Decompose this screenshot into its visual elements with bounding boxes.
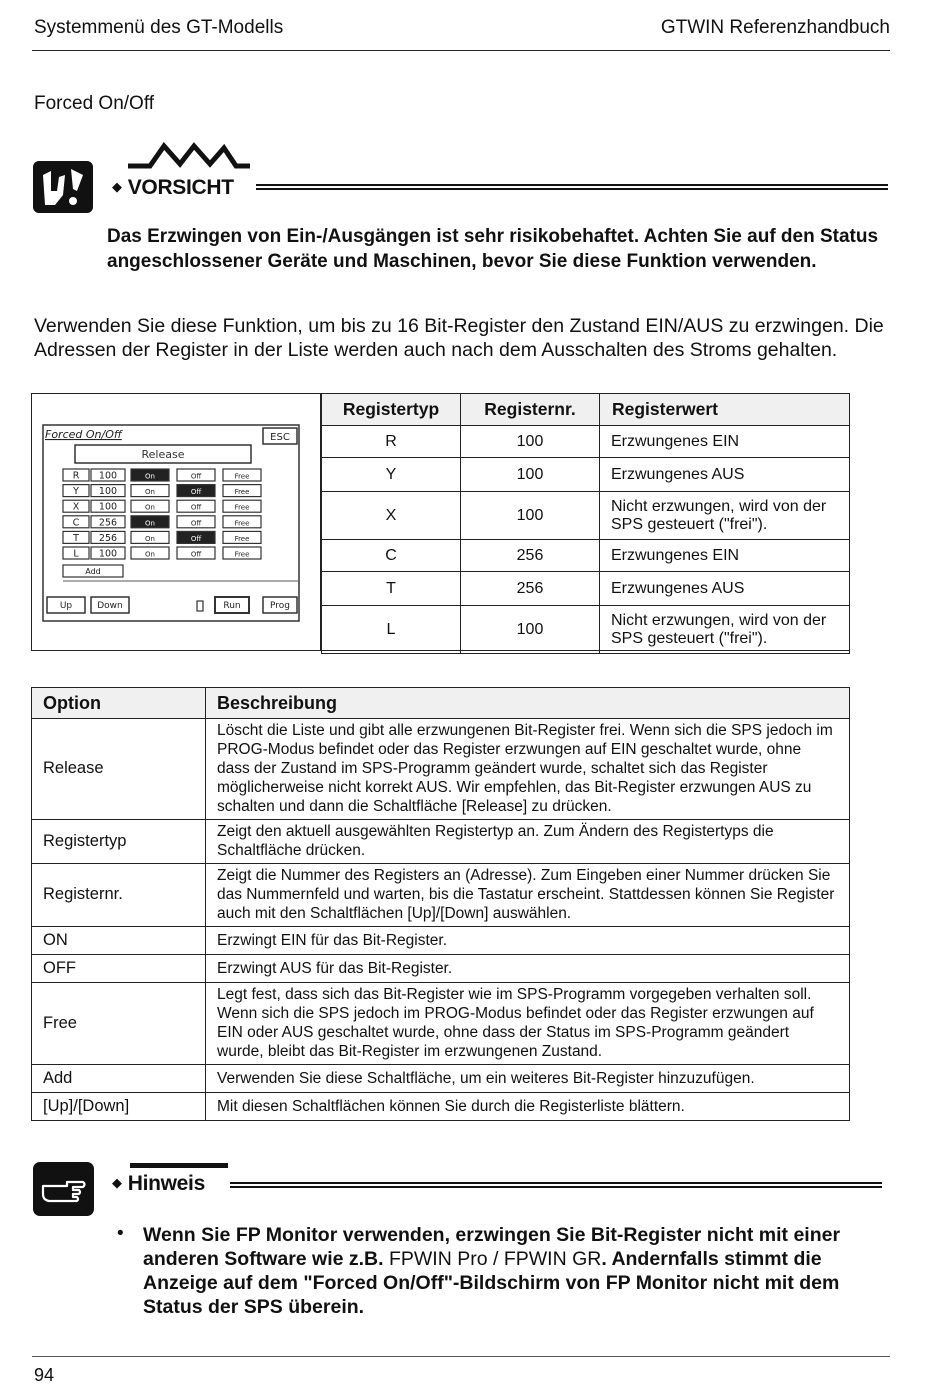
shot-run: Run bbox=[223, 601, 241, 611]
pointing-hand-icon bbox=[33, 1162, 94, 1216]
option-description: Zeigt die Nummer des Registers an (Adresse). Zum Eingeben einer Nummer drücken Sie das Nummernfeld und warten, bis die Tastatur erscheint. Stattdessen können Sie Register auch mit den Schaltflächen [Up]/[Down] auswählen. bbox=[206, 864, 850, 927]
option-description: Verwenden Sie diese Schaltfläche, um ein weiteres Bit-Register hinzuzufügen. bbox=[206, 1065, 850, 1093]
hint-rule bbox=[230, 1182, 882, 1188]
table-row bbox=[32, 983, 850, 1065]
shot-cell-free: Free bbox=[234, 472, 250, 481]
option-description: Zeigt den aktuell ausgewählten Registertyp an. Zum Ändern des Registertyps die Schaltfläche drücken. bbox=[206, 820, 850, 864]
option-description: Mit diesen Schaltflächen können Sie durch die Registerliste blättern. bbox=[206, 1093, 850, 1121]
shot-cell-free: Free bbox=[234, 488, 250, 497]
section-title: Forced On/Off bbox=[34, 93, 155, 114]
table-row bbox=[32, 820, 850, 864]
shot-cell-off: Off bbox=[190, 519, 202, 528]
shot-cell-num: 100 bbox=[98, 548, 118, 560]
cell-number: 256 bbox=[461, 540, 600, 572]
shot-cell-num: 100 bbox=[98, 501, 118, 513]
shot-cell-type: X bbox=[72, 501, 80, 513]
shot-cell-type: Y bbox=[73, 486, 79, 498]
cell-value: Erzwungenes AUS bbox=[600, 572, 850, 606]
option-name: Add bbox=[32, 1065, 206, 1093]
shot-title: Forced On/Off bbox=[45, 428, 122, 441]
cell-number: 100 bbox=[461, 606, 600, 654]
table-row bbox=[322, 458, 850, 492]
cell-number: 100 bbox=[461, 458, 600, 492]
shot-down: Down bbox=[97, 601, 123, 611]
shot-cell-num: 256 bbox=[98, 532, 118, 544]
shot-cell-on: On bbox=[145, 534, 155, 543]
shot-cell-off: Off bbox=[190, 534, 202, 543]
cell-number: 256 bbox=[461, 572, 600, 606]
bullet-icon: • bbox=[117, 1223, 124, 1244]
cell-type: T bbox=[322, 572, 461, 606]
shot-esc: ESC bbox=[270, 432, 290, 443]
shot-cell-free: Free bbox=[234, 534, 250, 543]
option-name: Free bbox=[32, 983, 206, 1065]
option-name: Release bbox=[32, 719, 206, 820]
cell-value: Nicht erzwungen, wird von der SPS gesteuert ("frei"). bbox=[600, 606, 850, 654]
hint-bar bbox=[130, 1163, 228, 1168]
option-description: Erzwingt AUS für das Bit-Register. bbox=[206, 955, 850, 983]
shot-cell-on: On bbox=[145, 472, 155, 481]
cell-type: R bbox=[322, 426, 461, 458]
cell-value: Nicht erzwungen, wird von der SPS gesteuert ("frei"). bbox=[600, 492, 850, 540]
hint-bold-1: Wenn Sie FP Monitor verwenden, erzwingen Sie Bit-Register nicht mit einer anderen Software wie z.B. bbox=[143, 1224, 841, 1270]
option-name: [Up]/[Down] bbox=[32, 1093, 206, 1121]
table-row bbox=[322, 606, 850, 654]
caution-rule bbox=[256, 184, 888, 190]
cell-type: L bbox=[322, 606, 461, 654]
hint-software: FPWIN Pro / FPWIN GR bbox=[388, 1248, 602, 1270]
caution-label bbox=[112, 176, 234, 200]
cell-number: 100 bbox=[461, 426, 600, 458]
shot-cell-num: 100 bbox=[98, 470, 118, 482]
shot-cell-free: Free bbox=[234, 550, 250, 559]
caution-text: Das Erzwingen von Ein-/Ausgängen ist sehr risikobehaftet. Achten Sie auf den Status angeschlossener Geräte und Maschinen, bevor Sie diese Funktion verwenden. bbox=[107, 226, 879, 272]
shot-cell-off: Off bbox=[190, 488, 202, 497]
diamond-icon: ◆ bbox=[112, 1175, 122, 1190]
col-registerwert: Registerwert bbox=[600, 394, 850, 426]
table-row bbox=[322, 492, 850, 540]
option-description: Legt fest, dass sich das Bit-Register wie im SPS-Programm vorgegeben verhalten soll. Wenn sich die SPS jedoch im PROG-Modus befindet oder das Register erzwungen auf EIN oder AUS geschaltet wurde, ohne dass der Status im SPS-Programm geändert wurde, bleibt das Bit-Register im erzwungenen Zustand. bbox=[206, 983, 850, 1065]
col-registertyp: Registertyp bbox=[322, 394, 461, 426]
shot-cell-type: T bbox=[73, 532, 79, 544]
option-name: OFF bbox=[32, 955, 206, 983]
shot-cell-off: Off bbox=[190, 472, 202, 481]
hint-bold-2: . Andernfalls stimmt die Anzeige auf dem "Forced On/Off"-Bildschirm von FP Monitor nicht mit dem Status der SPS überein. bbox=[143, 1248, 840, 1318]
shot-cell-on: On bbox=[145, 519, 155, 528]
shot-cell-off: Off bbox=[190, 550, 202, 559]
shot-cell-type: R bbox=[72, 470, 80, 482]
option-table bbox=[31, 687, 850, 1121]
caution-label-text: VORSICHT bbox=[127, 176, 234, 199]
cell-value: Erzwungenes EIN bbox=[600, 426, 850, 458]
register-table bbox=[321, 393, 850, 654]
footer-rule bbox=[32, 1356, 890, 1357]
diamond-icon: ◆ bbox=[112, 179, 122, 194]
table-row bbox=[322, 426, 850, 458]
shot-cell-type: C bbox=[72, 517, 80, 529]
shot-cell-on: On bbox=[145, 488, 155, 497]
table-row bbox=[32, 1093, 850, 1121]
col-registernr: Registernr. bbox=[461, 394, 600, 426]
shot-release: Release bbox=[141, 448, 185, 461]
col-option: Option bbox=[32, 688, 206, 719]
cell-type: C bbox=[322, 540, 461, 572]
intro-paragraph: Verwenden Sie diese Funktion, um bis zu 16 Bit-Register den Zustand EIN/AUS zu erzwingen. Die Adressen der Register in der Liste werden auch nach dem Ausschalten des Stroms gehalten. bbox=[34, 315, 884, 361]
running-header-right: GTWIN Referenzhandbuch bbox=[660, 17, 890, 38]
table-row bbox=[32, 864, 850, 927]
hint-label-text: Hinweis bbox=[127, 1172, 205, 1195]
cell-value: Erzwungenes AUS bbox=[600, 458, 850, 492]
shot-cell-on: On bbox=[145, 503, 155, 512]
table-row bbox=[32, 955, 850, 983]
shot-cell-free: Free bbox=[234, 503, 250, 512]
col-beschreibung: Beschreibung bbox=[206, 688, 850, 719]
shot-add: Add bbox=[85, 567, 101, 576]
warning-hand-icon bbox=[33, 161, 93, 213]
shot-cell-off: Off bbox=[190, 503, 202, 512]
electric-wave-icon bbox=[128, 142, 250, 172]
header-rule bbox=[32, 50, 890, 51]
shot-up: Up bbox=[59, 601, 73, 611]
shot-cell-num: 256 bbox=[98, 517, 118, 529]
option-name: Registernr. bbox=[32, 864, 206, 927]
cell-number: 100 bbox=[461, 492, 600, 540]
cell-value: Erzwungenes EIN bbox=[600, 540, 850, 572]
table-row bbox=[32, 1065, 850, 1093]
cell-type: Y bbox=[322, 458, 461, 492]
page-number: 94 bbox=[34, 1365, 55, 1385]
option-name: ON bbox=[32, 927, 206, 955]
hint-text bbox=[143, 1223, 888, 1319]
option-description: Erzwingt EIN für das Bit-Register. bbox=[206, 927, 850, 955]
table-row bbox=[32, 927, 850, 955]
shot-cell-free: Free bbox=[234, 519, 250, 528]
shot-prog: Prog bbox=[270, 601, 290, 611]
shot-cell-num: 100 bbox=[98, 486, 118, 498]
table-row bbox=[322, 572, 850, 606]
forced-screen-illustration bbox=[31, 393, 319, 649]
running-header-left: Systemmenü des GT-Modells bbox=[34, 17, 284, 38]
shot-cell-on: On bbox=[145, 550, 155, 559]
hint-label bbox=[112, 1172, 205, 1196]
table-row bbox=[322, 540, 850, 572]
screen-capture bbox=[31, 393, 321, 651]
cell-type: X bbox=[322, 492, 461, 540]
option-name: Registertyp bbox=[32, 820, 206, 864]
shot-cell-type: L bbox=[73, 548, 79, 560]
option-description: Löscht die Liste und gibt alle erzwungenen Bit-Register frei. Wenn sich die SPS jedoch im PROG-Modus befindet oder das Register erzwungen auf EIN geschaltet wurde, ohne dass der Zustand im SPS-Programm geändert wurde, schaltet sich das Register möglicherweise nicht korrekt AUS. Wir empfehlen, das Bit-Register erzwungen AUS zu schalten und dann die Schaltfläche [Release] zu drücken. bbox=[206, 719, 850, 820]
table-row bbox=[32, 719, 850, 820]
